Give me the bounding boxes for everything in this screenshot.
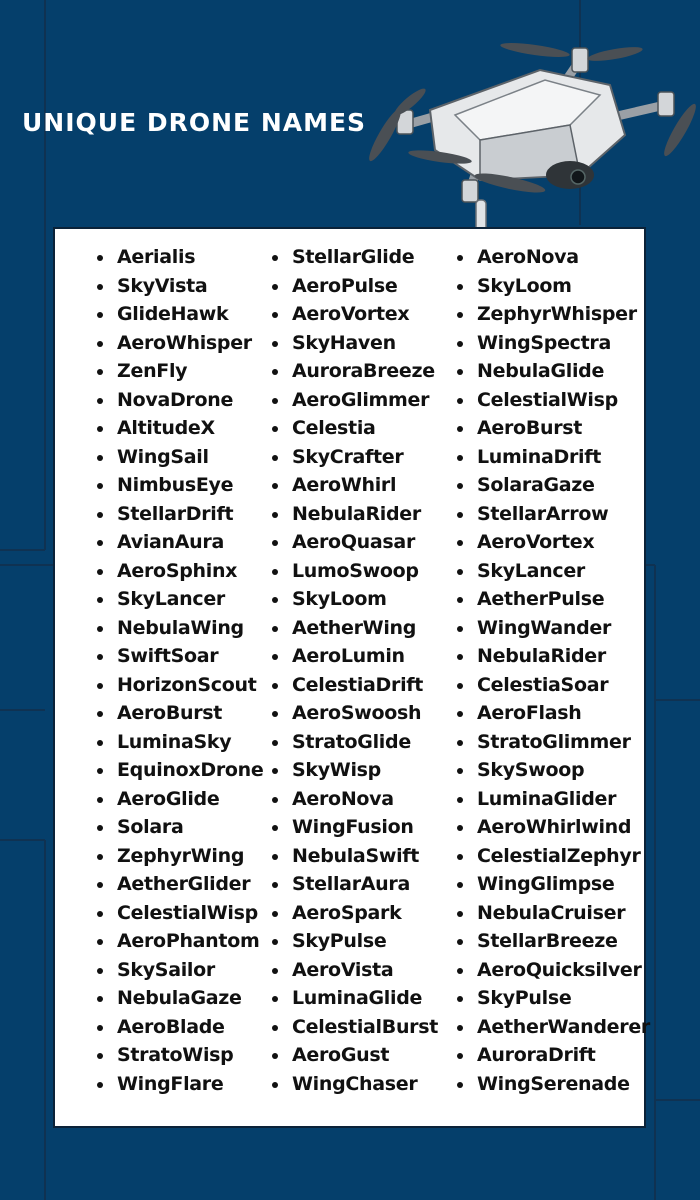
list-item: ZephyrWhisper [453, 300, 650, 329]
list-item: EquinoxDrone [93, 756, 263, 785]
list-item: SkyCrafter [268, 443, 438, 472]
list-item: StellarBreeze [453, 927, 650, 956]
list-item: StellarArrow [453, 500, 650, 529]
list-item: StellarDrift [93, 500, 263, 529]
list-item: AltitudeX [93, 414, 263, 443]
list-item: CelestialWisp [93, 899, 263, 928]
list-item: AeroBurst [453, 414, 650, 443]
list-item: AeroWhirl [268, 471, 438, 500]
list-item: AeroFlash [453, 699, 650, 728]
list-item: AuroraBreeze [268, 357, 438, 386]
list-item: AuroraDrift [453, 1041, 650, 1070]
list-item: StellarGlide [268, 243, 438, 272]
list-item: AeroSpark [268, 899, 438, 928]
list-item: AeroWhisper [93, 329, 263, 358]
list-item: SkyWisp [268, 756, 438, 785]
list-item: LuminaDrift [453, 443, 650, 472]
list-item: AeroBlade [93, 1013, 263, 1042]
list-item: AeroQuicksilver [453, 956, 650, 985]
list-item: StratoGlide [268, 728, 438, 757]
list-item: AeroGlide [93, 785, 263, 814]
list-item: NebulaGaze [93, 984, 263, 1013]
drone-names-panel [53, 227, 650, 1128]
list-item: AeroGlimmer [268, 386, 438, 415]
list-item: AetherGlider [93, 870, 263, 899]
list-item: WingWander [453, 614, 650, 643]
list-item: ZephyrWing [93, 842, 263, 871]
list-item: AeroBurst [93, 699, 263, 728]
list-item: AetherWing [268, 614, 438, 643]
list-item: SkyPulse [268, 927, 438, 956]
list-item: WingChaser [268, 1070, 438, 1099]
list-item: WingSpectra [453, 329, 650, 358]
list-item: AeroVortex [453, 528, 650, 557]
list-item: LuminaSky [93, 728, 263, 757]
list-item: SkyPulse [453, 984, 650, 1013]
list-item: LumoSwoop [268, 557, 438, 586]
list-item: HorizonScout [93, 671, 263, 700]
list-item: SkyLancer [453, 557, 650, 586]
list-item: NebulaCruiser [453, 899, 650, 928]
list-item: Celestia [268, 414, 438, 443]
list-item: NebulaWing [93, 614, 263, 643]
list-item: SkyLoom [268, 585, 438, 614]
list-item: CelestialBurst [268, 1013, 438, 1042]
list-item: AeroLumin [268, 642, 438, 671]
list-item: NebulaSwift [268, 842, 438, 871]
list-item: AeroSphinx [93, 557, 263, 586]
list-item: GlideHawk [93, 300, 263, 329]
list-item: SolaraGaze [453, 471, 650, 500]
list-item: WingGlimpse [453, 870, 650, 899]
list-item: CelestiaDrift [268, 671, 438, 700]
list-item: StratoGlimmer [453, 728, 650, 757]
list-item: SkySailor [93, 956, 263, 985]
list-item: AeroQuasar [268, 528, 438, 557]
list-item: SkyLoom [453, 272, 650, 301]
list-item: NebulaRider [453, 642, 650, 671]
list-item: CelestiaSoar [453, 671, 650, 700]
list-item: AeroGust [268, 1041, 438, 1070]
name-column-2 [268, 243, 438, 1098]
list-item: AeroPhantom [93, 927, 263, 956]
list-item: AeroWhirlwind [453, 813, 650, 842]
list-item: AeroNova [453, 243, 650, 272]
page-title: UNIQUE DRONE NAMES [22, 108, 367, 137]
list-item: AeroVista [268, 956, 438, 985]
name-column-1 [93, 243, 263, 1098]
list-item: AeroNova [268, 785, 438, 814]
list-item: AvianAura [93, 528, 263, 557]
list-item: Aerialis [93, 243, 263, 272]
list-item: SwiftSoar [93, 642, 263, 671]
list-item: WingSail [93, 443, 263, 472]
list-item: AetherPulse [453, 585, 650, 614]
list-item: CelestialZephyr [453, 842, 650, 871]
list-item: NebulaRider [268, 500, 438, 529]
list-item: ZenFly [93, 357, 263, 386]
list-item: WingFlare [93, 1070, 263, 1099]
list-item: LuminaGlide [268, 984, 438, 1013]
list-item: NimbusEye [93, 471, 263, 500]
list-item: LuminaGlider [453, 785, 650, 814]
list-item: NebulaGlide [453, 357, 650, 386]
list-item: CelestialWisp [453, 386, 650, 415]
list-item: SkyLancer [93, 585, 263, 614]
list-item: SkyHaven [268, 329, 438, 358]
name-column-3 [453, 243, 650, 1098]
list-item: StratoWisp [93, 1041, 263, 1070]
list-item: WingFusion [268, 813, 438, 842]
list-item: AeroSwoosh [268, 699, 438, 728]
drone-illustration [360, 40, 700, 245]
list-item: WingSerenade [453, 1070, 650, 1099]
list-item: StellarAura [268, 870, 438, 899]
list-item: AeroPulse [268, 272, 438, 301]
list-item: Solara [93, 813, 263, 842]
list-item: AeroVortex [268, 300, 438, 329]
list-item: SkySwoop [453, 756, 650, 785]
list-item: SkyVista [93, 272, 263, 301]
list-item: NovaDrone [93, 386, 263, 415]
list-item: AetherWanderer [453, 1013, 650, 1042]
